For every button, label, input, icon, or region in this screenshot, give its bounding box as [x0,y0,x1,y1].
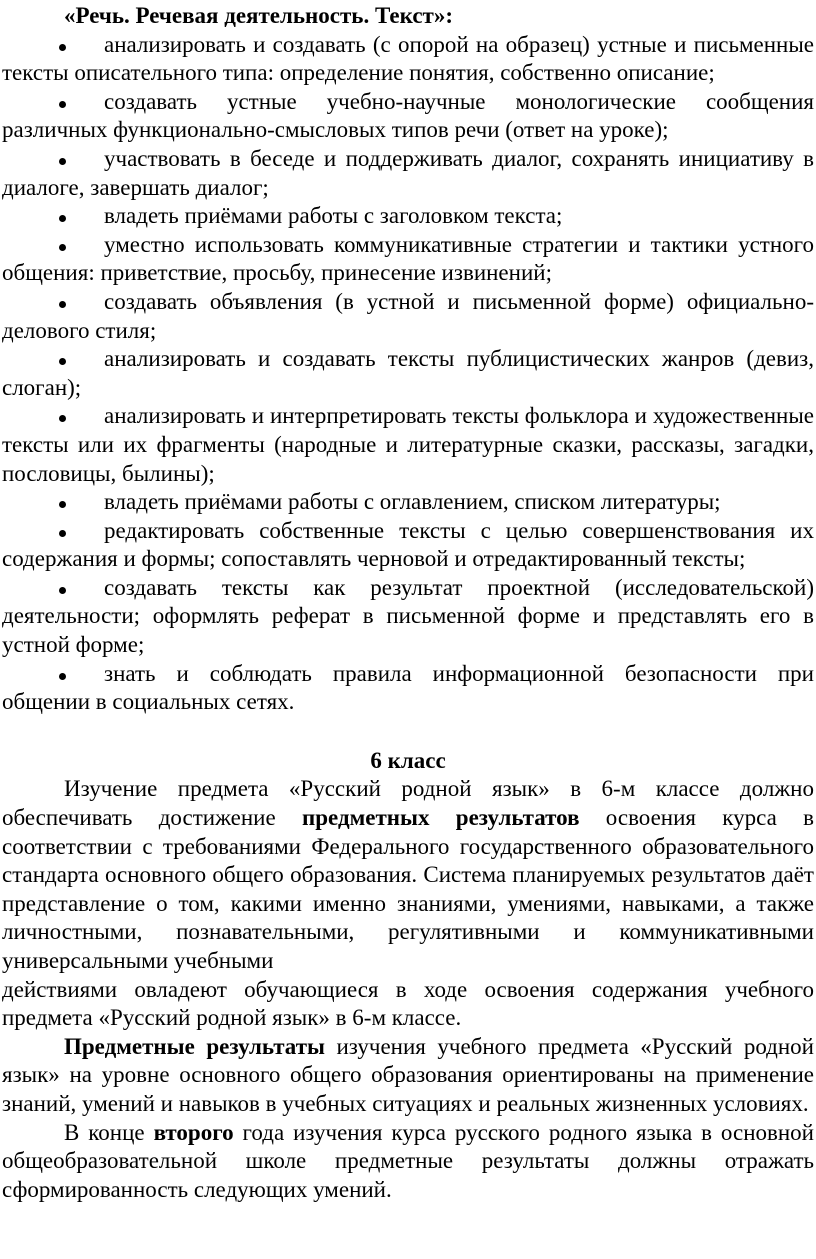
bullet-icon [59,530,66,537]
list-item-text: владеть приёмами работы с оглавлением, списком литературы; [104,489,721,515]
list-item-text: создавать устные учебно-научные монологические сообщения различных функционально-смысловых типов речи (ответ на уроке); [2,88,814,143]
list-item-text: уместно использовать коммуникативные стратегии и тактики устного общения: приветствие, просьбу, принесение извинений; [2,231,814,286]
list-item-text: создавать объявления (в устной и письменной форме) официально-делового стиля; [2,288,814,343]
document-page [2,2,814,1204]
class-title: 6 класс [370,747,446,773]
bold-term: предметных результатов [302,805,580,831]
list-item [2,145,814,202]
bullet-icon [59,673,66,680]
list-item-text: знать и соблюдать правила информационной безопасности при общении в социальных сетях. [2,660,814,715]
bullet-icon [59,301,66,308]
section-heading: «Речь. Речевая деятельность. Текст»: [64,3,453,28]
list-item-text: редактировать собственные тексты с целью совершенствования их содержания и формы; сопоставлять черновой и отредактированный тексты; [2,517,814,572]
paragraph-second-year [2,1119,814,1205]
paragraph-text: В конце [64,1119,154,1145]
list-item-text: создавать тексты как результат проектной (исследовательской) деятельности; оформлять реферат в письменной форме и представлять его в устной форме; [2,574,814,658]
bullet-icon [59,101,66,108]
list-item [2,202,814,231]
bullet-icon [59,158,66,165]
paragraph-intro-continuation: действиями овладеют обучающиеся в ходе освоения содержания учебного предмета «Русский родной язык» в 6-м классе. [2,976,814,1031]
list-item [2,88,814,145]
bold-term: Предметные результаты [64,1033,325,1059]
paragraph-text: изучения учебного предмета «Русский родной язык» на уровне основного общего образования ориентированы на применение знаний, умений и навыков в учебных ситуациях и реальных жизненных условиях. [2,1033,814,1116]
paragraph-text: Изучение предмета «Русский родной язык» в 6-м классе должно обеспечивать достижение [2,776,814,831]
bullet-icon [59,501,66,508]
bullet-icon [59,44,66,51]
list-item [2,517,814,574]
list-item-text: анализировать и создавать (с опорой на образец) устные и письменные тексты описательного типа: определение понятия, собственно описание; [2,31,814,86]
paragraph-text: года изучения курса русского родного языка в основной общеобразовательной школе предметные результаты должны отражать сформированность следующих умений. [2,1119,814,1202]
bullet-icon [59,587,66,594]
list-item [2,231,814,288]
list-item [2,402,814,488]
list-item [2,31,814,88]
list-item [2,574,814,660]
paragraph-text: освоения курса в соответствии с требованиями Федерального государственного образовательного стандарта основного общего образования. Система планируемых результатов даёт представление о том, какими именно знаниями, умениями, навыками, а также личностными, познавательными, регулятивными и коммуникативными универсальными учебными [2,805,815,973]
list-item-text: анализировать и создавать тексты публицистических жанров (девиз, слоган); [2,346,814,400]
paragraph-intro [2,775,814,975]
paragraph-results [2,1033,814,1119]
list-item-text: владеть приёмами работы с заголовком текста; [104,203,563,229]
skills-list [2,31,814,717]
list-item-text: анализировать и интерпретировать тексты фольклора и художественные тексты или их фрагменты (народные и литературные сказки, рассказы, загадки, пословицы, былины); [2,403,814,486]
bullet-icon [59,215,66,222]
bullet-icon [59,415,66,422]
blank-line [2,717,814,747]
bullet-icon [59,244,66,251]
list-item-text: участвовать в беседе и поддерживать диалог, сохранять инициативу в диалоге, завершать диалог; [2,145,814,200]
bullet-icon [59,358,66,365]
bold-term: второго [153,1119,234,1145]
list-item [2,345,814,402]
list-item [2,488,814,517]
list-item [2,660,814,717]
list-item [2,288,814,345]
